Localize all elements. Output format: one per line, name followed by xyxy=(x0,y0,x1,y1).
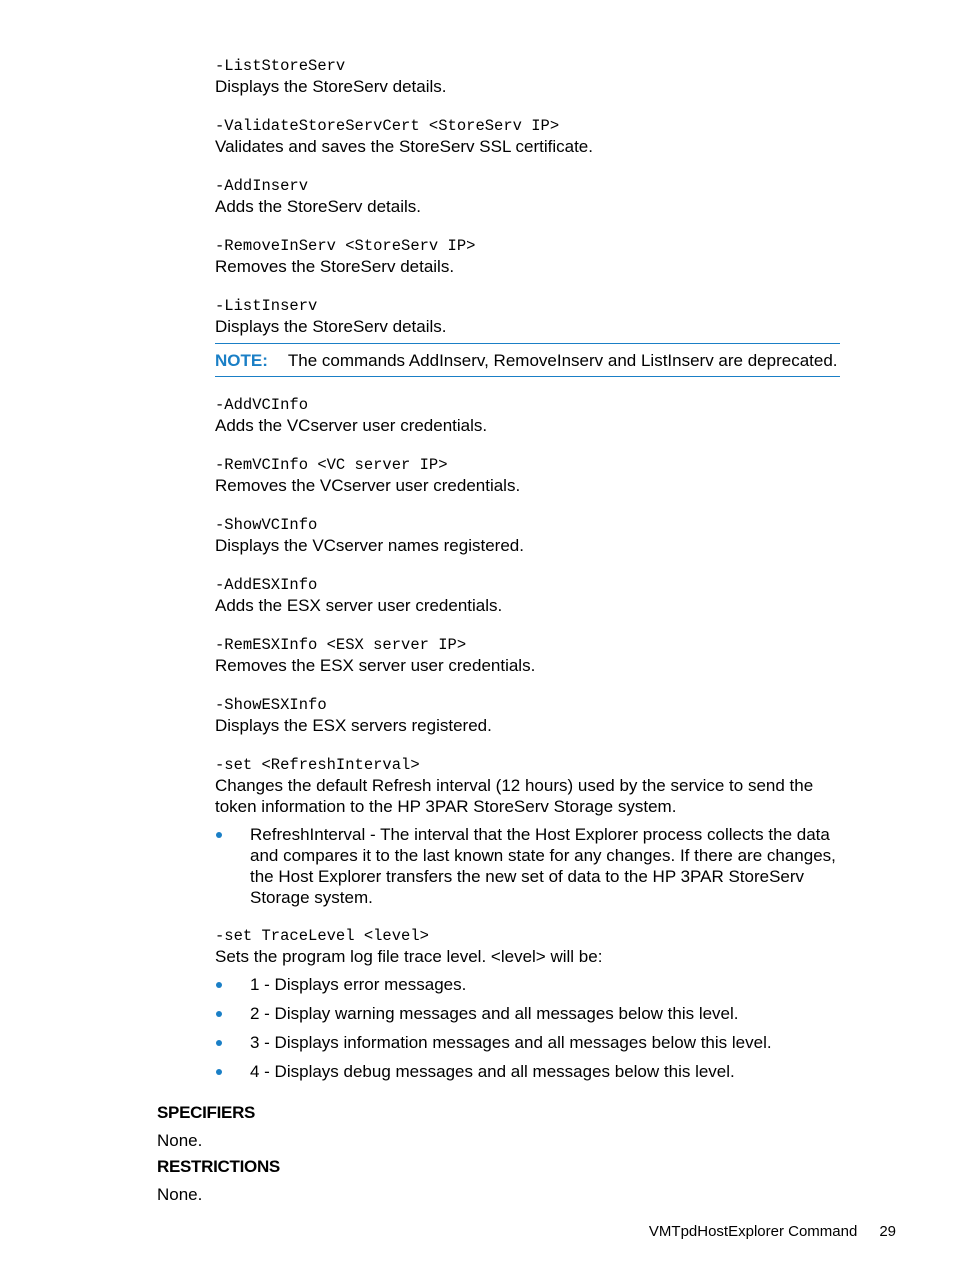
option-entry xyxy=(215,455,840,496)
option-description: Adds the ESX server user credentials. xyxy=(215,596,503,615)
option-entry xyxy=(215,575,840,616)
option-description: Removes the StoreServ details. xyxy=(215,257,455,276)
option-syntax: -RemoveInServ <StoreServ IP> xyxy=(215,237,476,255)
option-syntax: -ShowVCInfo xyxy=(215,516,318,534)
section-heading: SPECIFIERS xyxy=(157,1103,256,1122)
option-syntax: -set <RefreshInterval> xyxy=(215,756,420,774)
bullet-icon xyxy=(216,832,222,838)
list-item: RefreshInterval - The interval that the Host Explorer process collects the data and compares it to the last known state for any changes. If there are changes, the Host Explorer transfers the new set of data to the HP 3PAR StoreServ Storage system. xyxy=(215,824,840,908)
command-options xyxy=(215,56,840,1101)
option-entry xyxy=(215,395,840,436)
option-syntax: -AddESXInfo xyxy=(215,576,318,594)
option-description: Adds the StoreServ details. xyxy=(215,197,422,216)
option-syntax: -ValidateStoreServCert <StoreServ IP> xyxy=(215,117,560,135)
option-description: Removes the VCserver user credentials. xyxy=(215,476,521,495)
option-description: Sets the program log file trace level. <level> will be: xyxy=(215,947,603,966)
list-item: 1 - Displays error messages. xyxy=(215,974,840,995)
restrictions-section xyxy=(157,1156,837,1205)
bullet-icon xyxy=(216,1069,222,1075)
list-item: 4 - Displays debug messages and all messages below this level. xyxy=(215,1061,840,1082)
option-entry xyxy=(215,926,840,1082)
option-entry xyxy=(215,116,840,157)
option-syntax: -ListInserv xyxy=(215,297,318,315)
specifiers-section xyxy=(157,1102,837,1151)
option-entry xyxy=(215,515,840,556)
option-description: Displays the VCserver names registered. xyxy=(215,536,524,555)
option-entry xyxy=(215,635,840,676)
list-item: 3 - Displays information messages and all messages below this level. xyxy=(215,1032,840,1053)
refresh-interval-list xyxy=(215,824,840,908)
page-number: 29 xyxy=(879,1223,896,1240)
section-heading: RESTRICTIONS xyxy=(157,1157,280,1176)
bullet-icon xyxy=(216,1040,222,1046)
deprecation-note xyxy=(215,343,840,377)
option-syntax: -ShowESXInfo xyxy=(215,696,327,714)
option-description: Adds the VCserver user credentials. xyxy=(215,416,488,435)
option-syntax: -AddInserv xyxy=(215,177,309,195)
note-text: The commands AddInserv, RemoveInserv and ListInserv are deprecated. xyxy=(287,351,838,370)
footer-title: VMTpdHostExplorer Command xyxy=(648,1223,858,1240)
option-entry xyxy=(215,695,840,736)
option-entry xyxy=(215,56,840,97)
option-syntax: -RemESXInfo <ESX server IP> xyxy=(215,636,467,654)
section-body: None. xyxy=(157,1185,203,1204)
note-label: NOTE: xyxy=(215,351,268,370)
option-syntax: -ListStoreServ xyxy=(215,57,346,75)
option-description: Validates and saves the StoreServ SSL certificate. xyxy=(215,137,593,156)
option-syntax: -set TraceLevel <level> xyxy=(215,927,429,945)
option-description: Displays the ESX servers registered. xyxy=(215,716,492,735)
section-body: None. xyxy=(157,1131,203,1150)
option-entry xyxy=(215,236,840,277)
option-description: Changes the default Refresh interval (12 hours) used by the service to send the token information to the HP 3PAR StoreServ Storage system. xyxy=(215,776,814,816)
option-syntax: -AddVCInfo xyxy=(215,396,309,414)
list-item: 2 - Display warning messages and all messages below this level. xyxy=(215,1003,840,1024)
option-entry xyxy=(215,176,840,217)
page-footer xyxy=(649,1222,896,1242)
trace-level-list xyxy=(215,974,840,1082)
bullet-icon xyxy=(216,1011,222,1017)
option-description: Displays the StoreServ details. xyxy=(215,77,447,96)
option-entry xyxy=(215,755,840,908)
option-description: Displays the StoreServ details. xyxy=(215,317,447,336)
option-syntax: -RemVCInfo <VC server IP> xyxy=(215,456,448,474)
bullet-icon xyxy=(216,982,222,988)
option-description: Removes the ESX server user credentials. xyxy=(215,656,536,675)
option-entry xyxy=(215,296,840,337)
